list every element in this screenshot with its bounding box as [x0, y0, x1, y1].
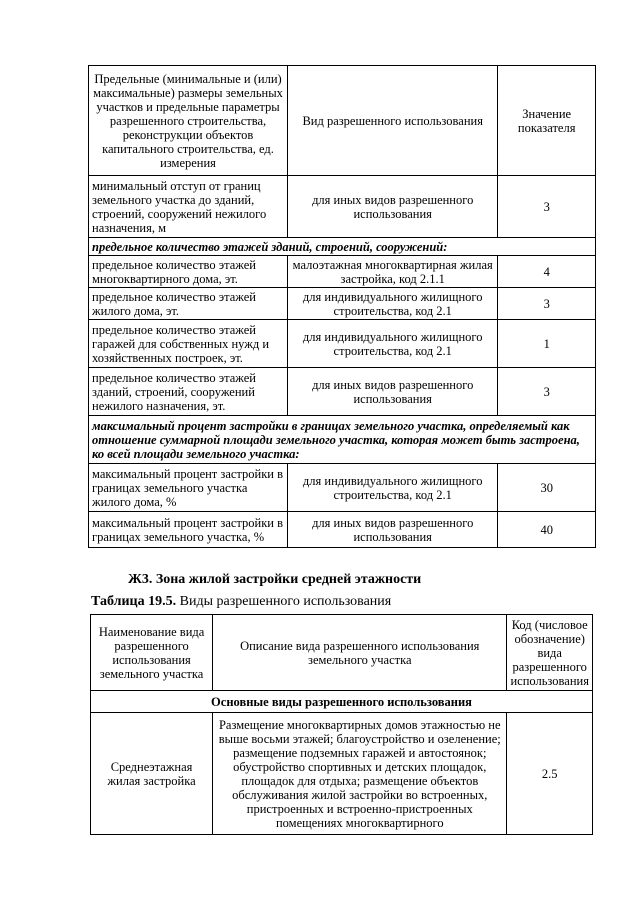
land-parameters-table — [88, 65, 596, 548]
value-cell: 3 — [498, 368, 596, 416]
use-description-cell: Размещение многоквартирных домов этажностью не выше восьми этажей; благоустройство и озеленение; размещение подземных гаражей и автостоянок; обустройство спортивных и детских площадок, площадок для отдыха; размещение объектов обслуживания жилой застройки во встроенных, пристроенных и встроенно-пристроенных помещениях многоквартирного — [213, 713, 507, 835]
table-row — [89, 256, 596, 288]
use-cell: для индивидуального жилищного строительства, код 2.1 — [288, 288, 498, 320]
value-cell: 1 — [498, 320, 596, 368]
header-parameters: Предельные (минимальные и (или) максимальные) размеры земельных участков и предельные параметры разрешенного строительства, реконструкции объектов капитального строительства, ед. измерения — [89, 66, 288, 176]
param-cell: минимальный отступ от границ земельного участка до зданий, строений, сооружений нежилого назначения, м — [89, 176, 288, 238]
value-cell: 3 — [498, 288, 596, 320]
value-cell: 4 — [498, 256, 596, 288]
group-title: Основные виды разрешенного использования — [91, 691, 593, 713]
caption-label: Таблица 19.5. — [91, 594, 177, 609]
param-cell: максимальный процент застройки в границах земельного участка жилого дома, % — [89, 464, 288, 512]
param-cell: максимальный процент застройки в границах земельного участка, % — [89, 512, 288, 548]
param-cell: предельное количество этажей жилого дома, эт. — [89, 288, 288, 320]
header-use-name: Наименование вида разрешенного использования земельного участка — [91, 615, 213, 691]
permitted-uses-table — [90, 614, 593, 835]
use-cell: для иных видов разрешенного использования — [288, 368, 498, 416]
header-use-type: Вид разрешенного использования — [288, 66, 498, 176]
section-floors: предельное количество этажей зданий, строений, сооружений: — [89, 238, 596, 256]
value-cell: 3 — [498, 176, 596, 238]
use-cell: для иных видов разрешенного использования — [288, 176, 498, 238]
value-cell: 40 — [498, 512, 596, 548]
use-cell: для иных видов разрешенного использования — [288, 512, 498, 548]
header-use-description: Описание вида разрешенного использования земельного участка — [213, 615, 507, 691]
table-row — [91, 713, 593, 835]
table-header-row — [89, 66, 596, 176]
table-row — [89, 288, 596, 320]
table-row — [89, 512, 596, 548]
group-row — [91, 691, 593, 713]
use-cell: для индивидуального жилищного строительства, код 2.1 — [288, 464, 498, 512]
use-cell: малоэтажная многоквартирная жилая застройка, код 2.1.1 — [288, 256, 498, 288]
caption-text: Виды разрешенного использования — [176, 594, 392, 609]
table-row — [89, 464, 596, 512]
section-row — [89, 238, 596, 256]
use-name-cell: Среднеэтажная жилая застройка — [91, 713, 213, 835]
section-row — [89, 416, 596, 464]
header-value: Значение показателя — [498, 66, 596, 176]
table-caption — [91, 594, 391, 610]
param-cell: предельное количество этажей гаражей для собственных нужд и хозяйственных построек, эт. — [89, 320, 288, 368]
header-use-code: Код (числовое обозначение) вида разрешенного использования — [507, 615, 593, 691]
table-row — [89, 176, 596, 238]
use-code-cell: 2.5 — [507, 713, 593, 835]
param-cell: предельное количество этажей зданий, строений, сооружений нежилого назначения, эт. — [89, 368, 288, 416]
table-header-row — [91, 615, 593, 691]
use-cell: для индивидуального жилищного строительства, код 2.1 — [288, 320, 498, 368]
table-row — [89, 368, 596, 416]
param-cell: предельное количество этажей многоквартирного дома, эт. — [89, 256, 288, 288]
section-coverage: максимальный процент застройки в границах земельного участка, определяемый как отношение суммарной площади земельного участка, которая может быть застроена, ко всей площади земельного участка: — [89, 416, 596, 464]
table-row — [89, 320, 596, 368]
value-cell: 30 — [498, 464, 596, 512]
zone-title: Ж3. Зона жилой застройки средней этажности — [128, 572, 422, 587]
